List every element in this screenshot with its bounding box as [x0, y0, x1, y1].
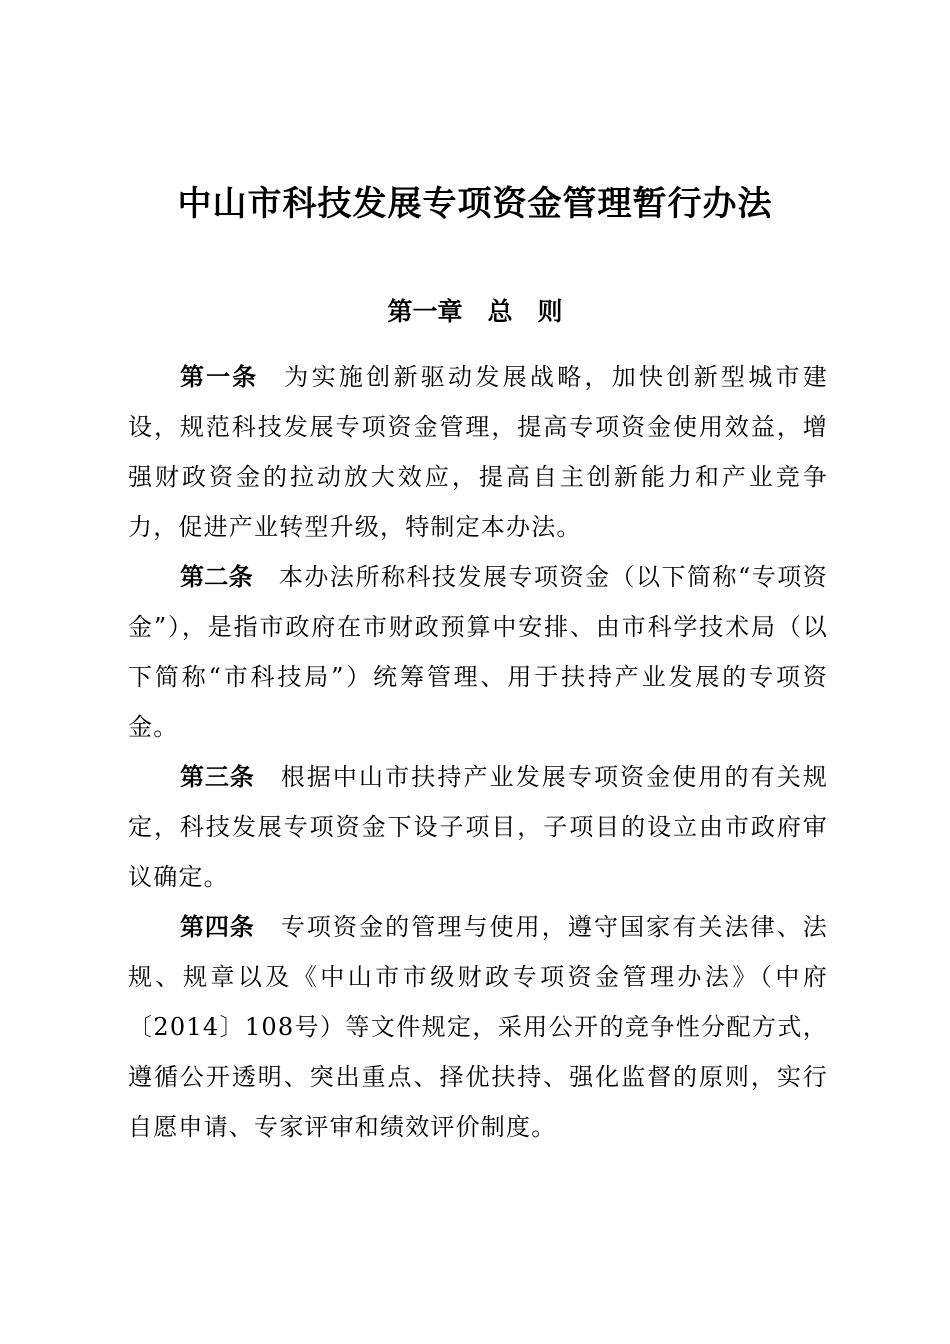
- article-text: 根据中山市扶持产业发展专项资金使用的有关规定，科技发展专项资金下设子项目，子项目的设立由市政府审议确定。: [128, 763, 829, 891]
- article-2: [128, 552, 828, 752]
- article-4: [128, 902, 828, 1152]
- document-title: 中山市科技发展专项资金管理暂行办法: [177, 184, 773, 224]
- article-3: [128, 752, 828, 902]
- document-body: [128, 352, 828, 1152]
- chapter-heading: 第一章 总 则: [387, 297, 563, 326]
- article-text: 本办法所称科技发展专项资金（以下简称“专项资金”），是指市政府在市财政预算中安排、由市科学技术局（以下简称“市科技局”）统筹管理、用于扶持产业发展的专项资金。: [128, 563, 829, 741]
- article-number: 第二条: [180, 563, 253, 591]
- article-number: 第一条: [180, 363, 259, 391]
- article-1: [128, 352, 828, 552]
- article-text: 专项资金的管理与使用，遵守国家有关法律、法规、规章以及《中山市市级财政专项资金管理办法》（中府〔2014〕108号）等文件规定，采用公开的竞争性分配方式，遵循公开透明、突出重点、择优扶持、强化监督的原则，实行自愿申请、专家评审和绩效评价制度。: [128, 913, 829, 1141]
- article-number: 第四条: [180, 913, 255, 941]
- article-number: 第三条: [180, 763, 255, 791]
- article-text: 为实施创新驱动发展战略，加快创新型城市建设，规范科技发展专项资金管理，提高专项资金使用效益，增强财政资金的拉动放大效应，提高自主创新能力和产业竞争力，促进产业转型升级，特制定本办法。: [128, 363, 829, 541]
